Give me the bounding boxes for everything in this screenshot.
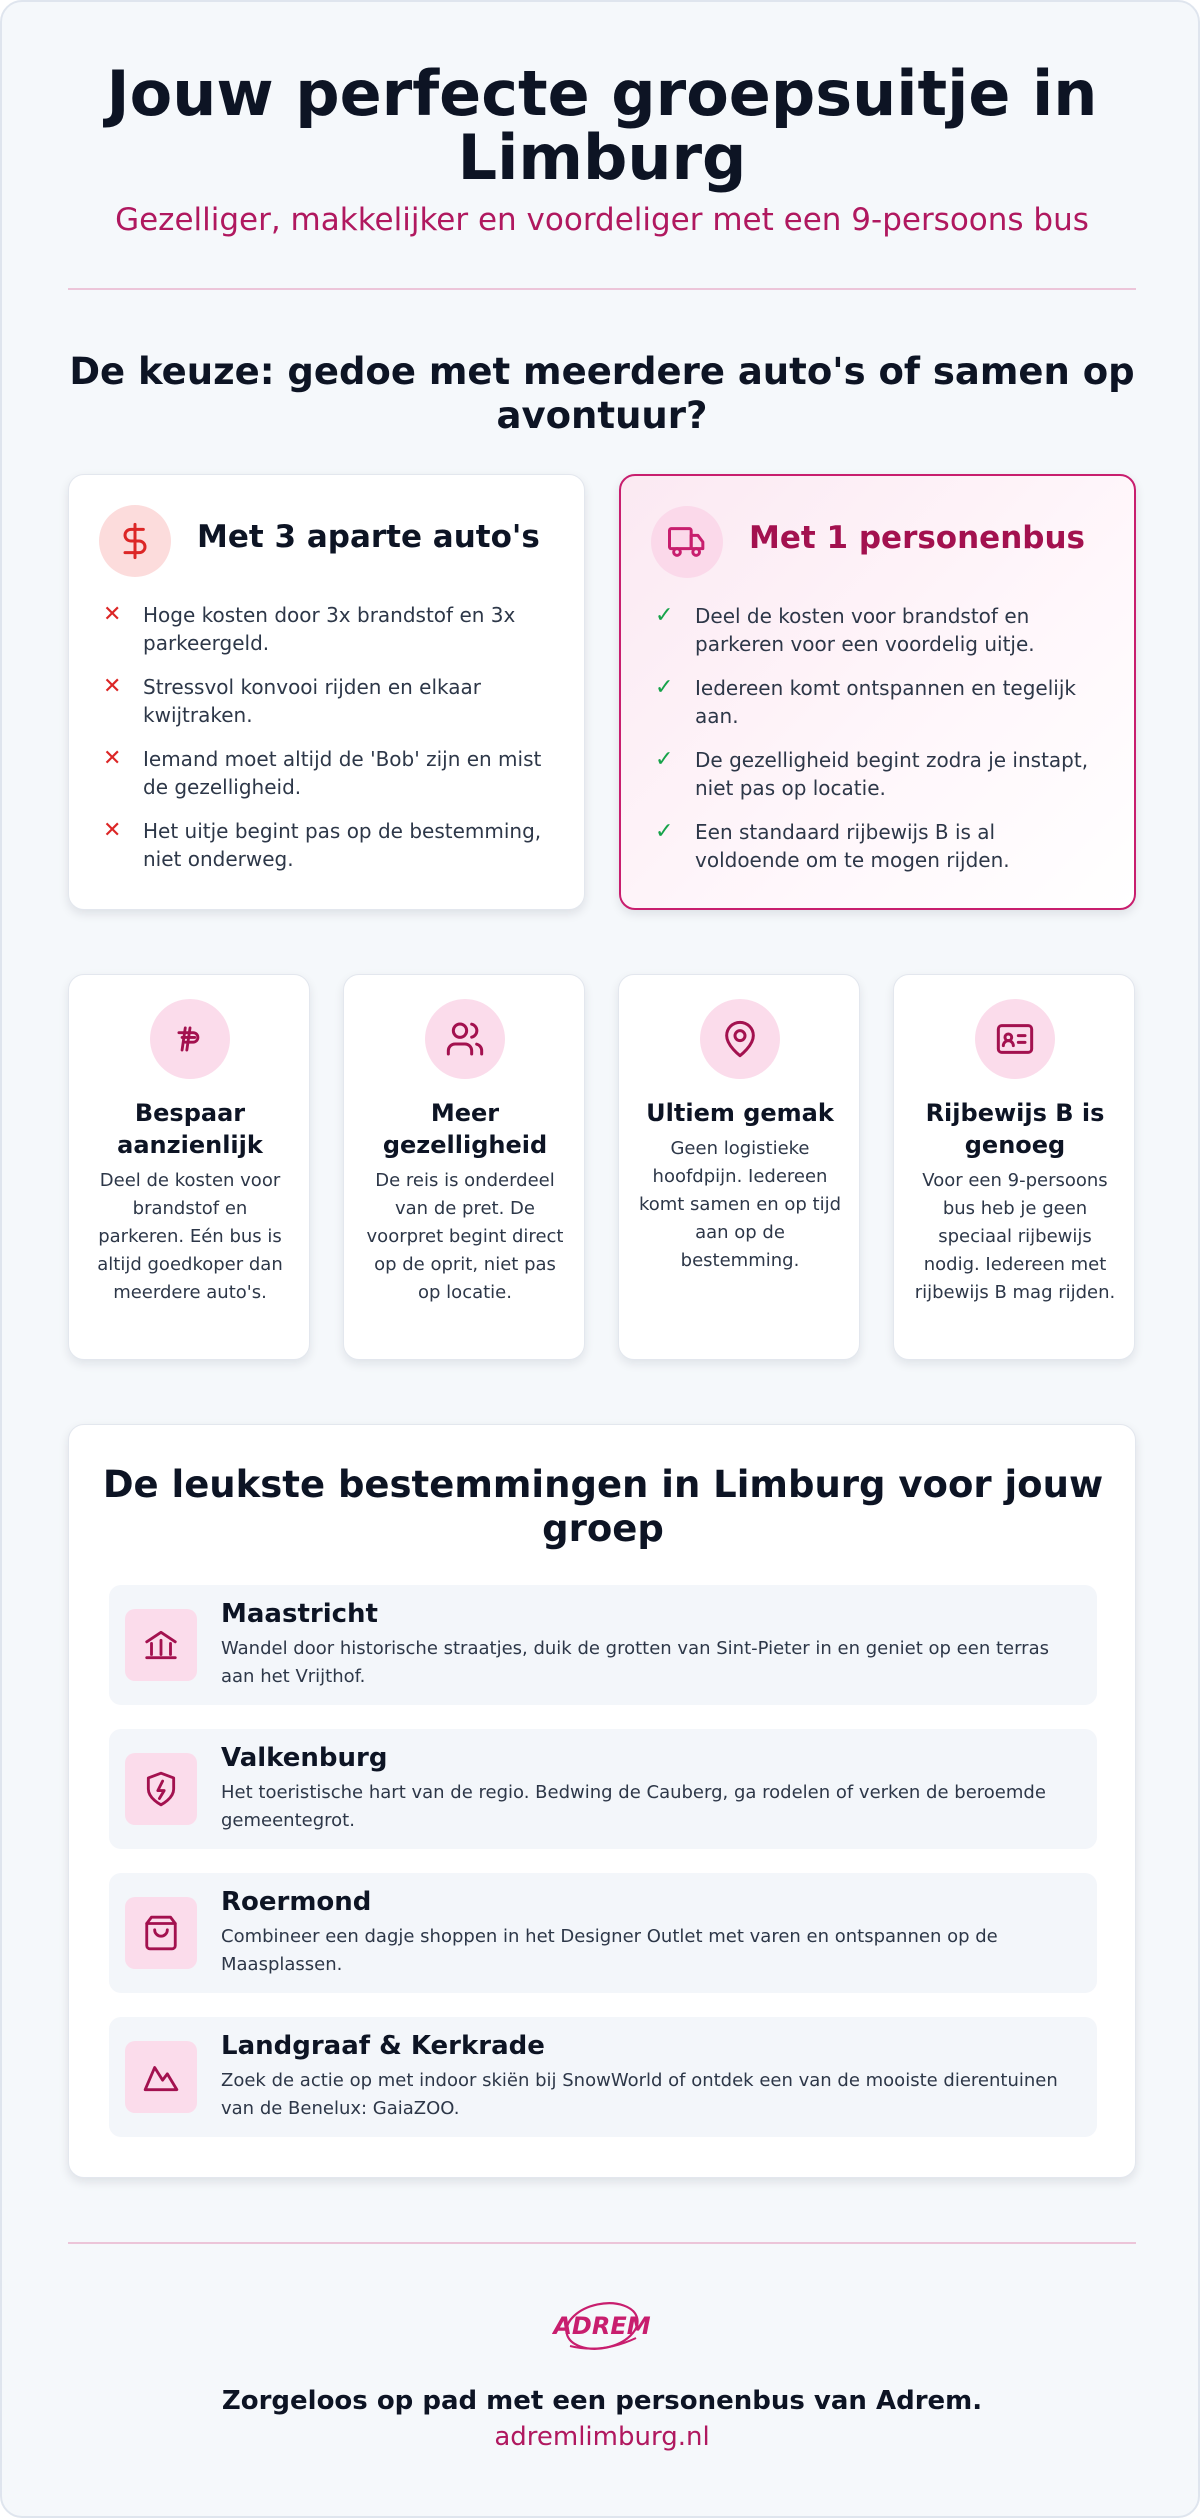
destinations-card: [68, 1424, 1136, 2178]
bus-comparison-card: [619, 474, 1136, 910]
destination-description: Wandel door historische straatjes, duik de grotten van Sint-Pieter in en geniet op een terras aan het Vrijthof.: [221, 1638, 1049, 1687]
adrem-logo: [552, 2288, 652, 2368]
bus-benefits-list: [655, 602, 1105, 890]
top-divider: [68, 288, 1136, 290]
destination-item-landgraaf-kerkrade: [109, 2017, 1097, 2137]
list-item: ✕ Iemand moet altijd de 'Bob' zijn en mist de gezelligheid.: [103, 746, 542, 799]
feature-title: Meer gezelligheid: [382, 1099, 548, 1159]
footer-tagline: Zorgeloos op pad met een personenbus van Adrem.: [221, 2386, 983, 2416]
destination-name: Roermond: [221, 1887, 372, 1917]
footer-website-link[interactable]: adremlimburg.nl: [494, 2422, 710, 2452]
cross-icon: ✕: [103, 674, 122, 699]
destination-description: Combineer een dagje shoppen in het Designer Outlet met varen en ontspannen op de Maasplassen.: [221, 1926, 998, 1975]
list-item: ✓ De gezelligheid begint zodra je instapt, niet pas op locatie.: [655, 747, 1089, 800]
feature-text: Geen logistieke hoofdpijn. Iedereen komt samen en op tijd aan op de bestemming.: [638, 1138, 842, 1271]
destination-description: Zoek de actie op met indoor skiën bij SnowWorld of ontdek een van de mooiste dierentuinen van de Benelux: GaiaZOO.: [221, 2070, 1058, 2119]
destination-name: Landgraaf & Kerkrade: [221, 2031, 545, 2061]
list-item: ✓ Iedereen komt ontspannen en tegelijk aan.: [655, 675, 1076, 728]
shopping-bag-icon: [125, 1897, 197, 1969]
cross-icon: ✕: [103, 818, 122, 843]
cars-drawbacks-list: [103, 601, 553, 889]
coins-icon: [150, 999, 230, 1079]
dollar-icon: [99, 505, 171, 577]
bus-card-title: Met 1 personenbus: [749, 520, 1085, 556]
bottom-divider: [68, 2242, 1136, 2244]
destination-item-roermond: [109, 1873, 1097, 1993]
feature-card-convenience: [618, 974, 860, 1360]
list-item: ✕ Stressvol konvooi rijden en elkaar kwijtraken.: [103, 674, 481, 727]
destination-name: Valkenburg: [221, 1743, 388, 1773]
check-icon: ✓: [655, 603, 674, 628]
feature-card-fun: [343, 974, 585, 1360]
cars-card-title: Met 3 aparte auto's: [197, 519, 540, 555]
page-title: Jouw perfecte groepsuitje in Limburg: [106, 57, 1098, 194]
check-icon: ✓: [655, 675, 674, 700]
list-item: ✓ Een standaard rijbewijs B is al voldoende om te mogen rijden.: [655, 819, 1010, 872]
feature-text: Voor een 9-persoons bus heb je geen speciaal rijbewijs nodig. Iedereen met rijbewijs B mag rijden.: [914, 1170, 1116, 1303]
destination-item-valkenburg: [109, 1729, 1097, 1849]
destinations-heading: De leukste bestemmingen in Limburg voor jouw groep: [102, 1463, 1104, 1550]
list-item: ✕ Hoge kosten door 3x brandstof en 3x parkeergeld.: [103, 602, 516, 655]
feature-title: Bespaar aanzienlijk: [117, 1099, 263, 1159]
cross-icon: ✕: [103, 602, 122, 627]
id-card-icon: [975, 999, 1055, 1079]
page-subtitle: Gezelliger, makkelijker en voordeliger met een 9-persoons bus: [115, 202, 1089, 238]
cross-icon: ✕: [103, 746, 122, 771]
mountain-icon: [125, 2041, 197, 2113]
feature-card-license: [893, 974, 1135, 1360]
comparison-heading: De keuze: gedoe met meerdere auto's of samen op avontuur?: [69, 350, 1135, 437]
feature-text: Deel de kosten voor brandstof en parkeren. Eén bus is altijd goedkoper dan meerdere auto's.: [97, 1170, 283, 1303]
feature-text: De reis is onderdeel van de pret. De voorpret begint direct op de oprit, niet pas op locatie.: [366, 1170, 564, 1303]
destination-item-maastricht: [109, 1585, 1097, 1705]
users-icon: [425, 999, 505, 1079]
svg-text:ADREM: ADREM: [553, 2312, 651, 2340]
check-icon: ✓: [655, 747, 674, 772]
feature-title: Ultiem gemak: [646, 1099, 834, 1127]
list-item: ✓ Deel de kosten voor brandstof en parkeren voor een voordelig uitje.: [655, 603, 1035, 656]
truck-icon: [651, 506, 723, 578]
destination-name: Maastricht: [221, 1599, 378, 1629]
landmark-icon: [125, 1609, 197, 1681]
shield-icon: [125, 1753, 197, 1825]
map-pin-icon: [700, 999, 780, 1079]
feature-title: Rijbewijs B is genoeg: [925, 1099, 1105, 1159]
destination-description: Het toeristische hart van de regio. Bedwing de Cauberg, ga rodelen of verken de beroemde gemeentegrot.: [221, 1782, 1046, 1831]
cars-comparison-card: [68, 474, 585, 910]
list-item: ✕ Het uitje begint pas op de bestemming, niet onderweg.: [103, 818, 542, 871]
feature-card-savings: [68, 974, 310, 1360]
check-icon: ✓: [655, 819, 674, 844]
